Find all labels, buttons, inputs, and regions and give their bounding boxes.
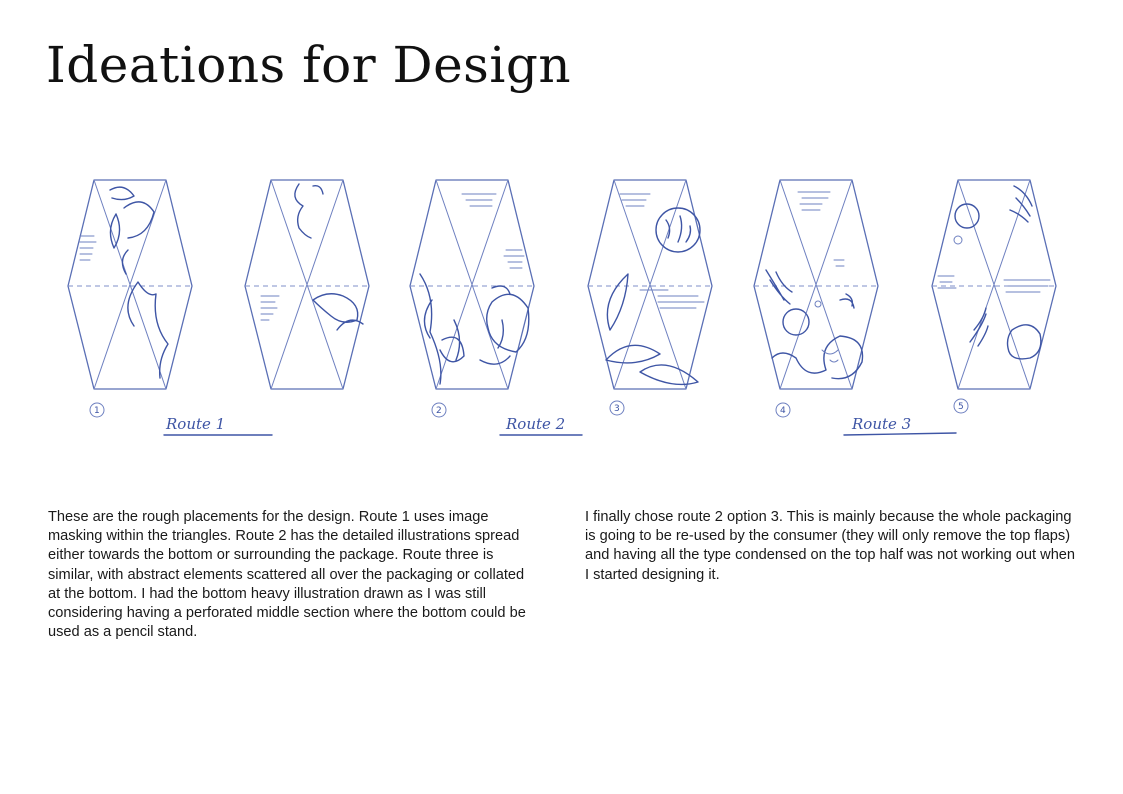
svg-text:3: 3 — [614, 404, 620, 414]
package-sketch-6 — [932, 180, 1056, 389]
svg-text:2: 2 — [436, 406, 442, 416]
route-label-2 — [500, 415, 582, 435]
svg-text:Route 1: Route 1 — [166, 415, 226, 433]
package-sketch-3 — [410, 180, 534, 389]
page-title: Ideations for Design — [46, 36, 572, 94]
package-sketch-1 — [68, 180, 192, 389]
description-paragraph: These are the rough placements for the design. Route 1 uses image masking within the triangles. Route 2 has the detailed illustrations spread either towards the bottom or surrounding the package. Route three is similar, with abstract elements scattered all over the packaging or collated at the bottom. I had the bottom heavy illustration drawn as I was still considering having a perforated middle section where the bottom could be used as a pencil stand. — [48, 509, 526, 641]
package-sketch-4 — [588, 180, 712, 389]
option-number-4 — [776, 403, 790, 417]
option-number-3 — [610, 401, 624, 415]
route-label-3 — [844, 415, 956, 435]
svg-text:5: 5 — [958, 402, 964, 412]
route-label-1 — [164, 415, 272, 435]
option-number-1 — [90, 403, 104, 417]
option-number-5 — [954, 399, 968, 413]
svg-text:4: 4 — [780, 406, 786, 416]
svg-text:Route 2: Route 2 — [506, 415, 566, 433]
svg-text:Route 3: Route 3 — [852, 415, 912, 433]
package-sketch-5 — [754, 180, 878, 389]
packaging-sketches — [0, 150, 1123, 450]
package-sketch-2 — [245, 180, 369, 389]
svg-text:1: 1 — [94, 406, 100, 416]
option-number-2 — [432, 403, 446, 417]
decision-paragraph: I finally chose route 2 option 3. This is mainly because the whole packaging is going to be re-used by the consumer (they will only remove the top flaps) and having all the type condensed on the top half was not working out when I started designing it. — [585, 509, 1076, 583]
